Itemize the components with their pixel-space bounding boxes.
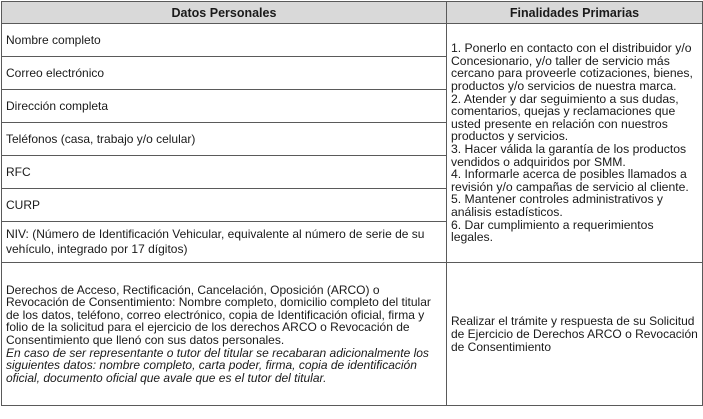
personal-data-table <box>1 1 703 406</box>
purpose-item: 1. Ponerlo en contacto con el distribuidor y/o Concesionario, y/o taller de servicio más cercano para proveerle cotizaciones, bienes, productos y/o servicios de nuestra marca. <box>451 41 693 94</box>
table-row <box>2 24 703 57</box>
purpose-item: 5. Mantener controles administrativos y análisis estadísticos. <box>451 192 664 219</box>
purpose-item: 4. Informarle acerca de posibles llamados a revisión y/o campañas de servicio al cliente. <box>451 167 689 194</box>
personal-data-cell: Teléfonos (casa, trabajo y/o celular) <box>2 123 447 156</box>
personal-data-cell: NIV: (Número de Identificación Vehicular, equivalente al número de serie de su vehículo, integrado por 17 dígitos) <box>2 222 447 263</box>
header-primary-purposes: Finalidades Primarias <box>447 2 703 24</box>
table-row <box>2 263 703 406</box>
arco-data-cell <box>2 263 447 406</box>
personal-data-cell: Dirección completa <box>2 90 447 123</box>
personal-data-cell: RFC <box>2 156 447 189</box>
primary-purposes-cell <box>447 24 703 263</box>
table-header-row <box>2 2 703 24</box>
arco-data-text: Derechos de Acceso, Rectificación, Cancelación, Oposición (ARCO) o Revocación de Consentimiento: Nombre completo, domicilio completo del titular de los datos, teléfono, correo electrónico, copia de Identificación oficial, firma y folio de la solicitud para el ejercicio de los derechos ARCO o Revocación de Consentimiento que llenó con sus datos personales. <box>6 282 431 347</box>
personal-data-cell: CURP <box>2 189 447 222</box>
header-personal-data: Datos Personales <box>2 2 447 24</box>
personal-data-cell: Correo electrónico <box>2 57 447 90</box>
purpose-item: 6. Dar cumplimiento a requerimientos legales. <box>451 217 654 245</box>
purpose-item: 3. Hacer válida la garantía de los productos vendidos o adquiridos por SMM. <box>451 142 687 169</box>
personal-data-cell: Nombre completo <box>2 24 447 57</box>
arco-purpose-cell: Realizar el trámite y respuesta de su Solicitud de Ejercicio de Derechos ARCO o Revocación de Consentimiento <box>447 263 703 406</box>
purpose-item: 2. Atender y dar seguimiento a sus dudas, comentarios, quejas y reclamaciones que usted presente en relación con nuestros productos y servicios. <box>451 91 679 144</box>
arco-representative-text: En caso de ser representante o tutor del titular se recabaran adicionalmente los siguientes datos: nombre completo, carta poder, firma, copia de identificación oficial, documento oficial que avale que es el tutor del titular. <box>6 345 429 385</box>
